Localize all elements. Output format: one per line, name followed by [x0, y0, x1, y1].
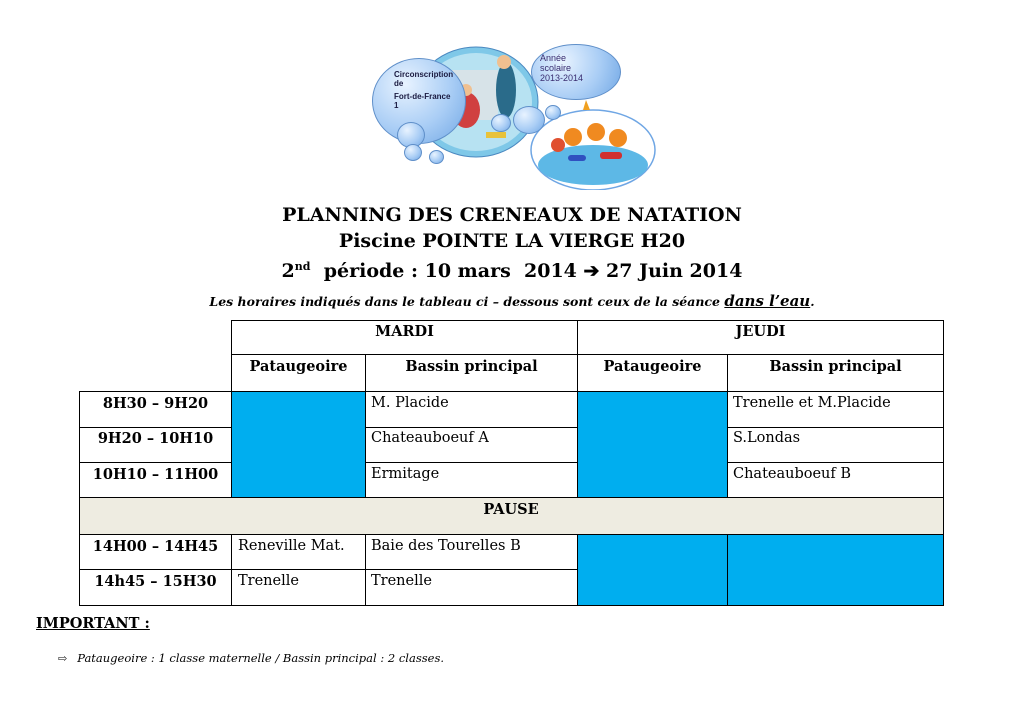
- day-header-mardi: MARDI: [375, 323, 434, 340]
- mardi-bassin-cell: Ermitage: [371, 466, 440, 482]
- jeudi-pataugeoire-morning-fill: [232, 391, 365, 497]
- schedule-note: Les horaires indiqués dans le tableau ci – dessous sont ceux de la séance dans l’eau.: [209, 292, 815, 310]
- mardi-bassin-cell: Baie des Tourelles B: [371, 538, 521, 554]
- arrow-right-icon: ⇨: [58, 652, 68, 665]
- day-header-jeudi: JEUDI: [735, 323, 786, 340]
- mardi-bassin-cell: M. Placide: [371, 395, 449, 411]
- time-slot: 10H10 – 11H00: [92, 466, 219, 483]
- note-text: Pataugeoire : 1 classe maternelle / Bassin principal : 2 classes.: [77, 651, 445, 665]
- mardi-pataugeoire-cell: Trenelle: [238, 573, 299, 589]
- pool-name: Piscine POINTE LA VIERGE H20: [338, 230, 686, 252]
- mardi-bassin-cell: Trenelle: [371, 573, 432, 589]
- time-slot: 9H20 – 10H10: [97, 430, 214, 447]
- mardi-bassin-cell: Chateauboeuf A: [371, 430, 489, 446]
- jeudi-bassin-cell: Trenelle et M.Placide: [733, 395, 891, 411]
- annee-scolaire-label: Année scolaire 2013-2014: [540, 53, 584, 83]
- time-slot: 14H00 – 14H45: [92, 538, 219, 555]
- jeudi-bassin-cell: S.Londas: [733, 430, 801, 446]
- jeudi-bassin-cell: Chateauboeuf B: [733, 466, 852, 482]
- period-line: 2nd période : 10 mars 2014 ➔ 27 Juin 2014: [281, 260, 743, 282]
- jeudi-afternoon-fill: [577, 534, 943, 606]
- col-header-bassin: Bassin principal: [769, 358, 902, 375]
- mardi-pataugeoire-morning-fill: [577, 391, 727, 497]
- circonscription-label: Circonscription de Fort-de-France 1: [394, 70, 454, 110]
- important-heading: IMPORTANT :: [36, 615, 150, 632]
- mardi-pataugeoire-cell: Reneville Mat.: [238, 538, 345, 554]
- arrow-right-icon: ➔: [583, 260, 600, 282]
- time-slot: 14h45 – 15H30: [94, 573, 217, 590]
- col-header-pataugeoire: Pataugeoire: [603, 358, 702, 375]
- time-slot: 8H30 – 9H20: [102, 395, 209, 412]
- col-header-pataugeoire: Pataugeoire: [249, 358, 348, 375]
- page-title: PLANNING DES CRENEAUX DE NATATION: [282, 204, 742, 226]
- col-header-bassin: Bassin principal: [405, 358, 538, 375]
- note-item: [58, 651, 444, 665]
- pause-label: PAUSE: [483, 501, 539, 518]
